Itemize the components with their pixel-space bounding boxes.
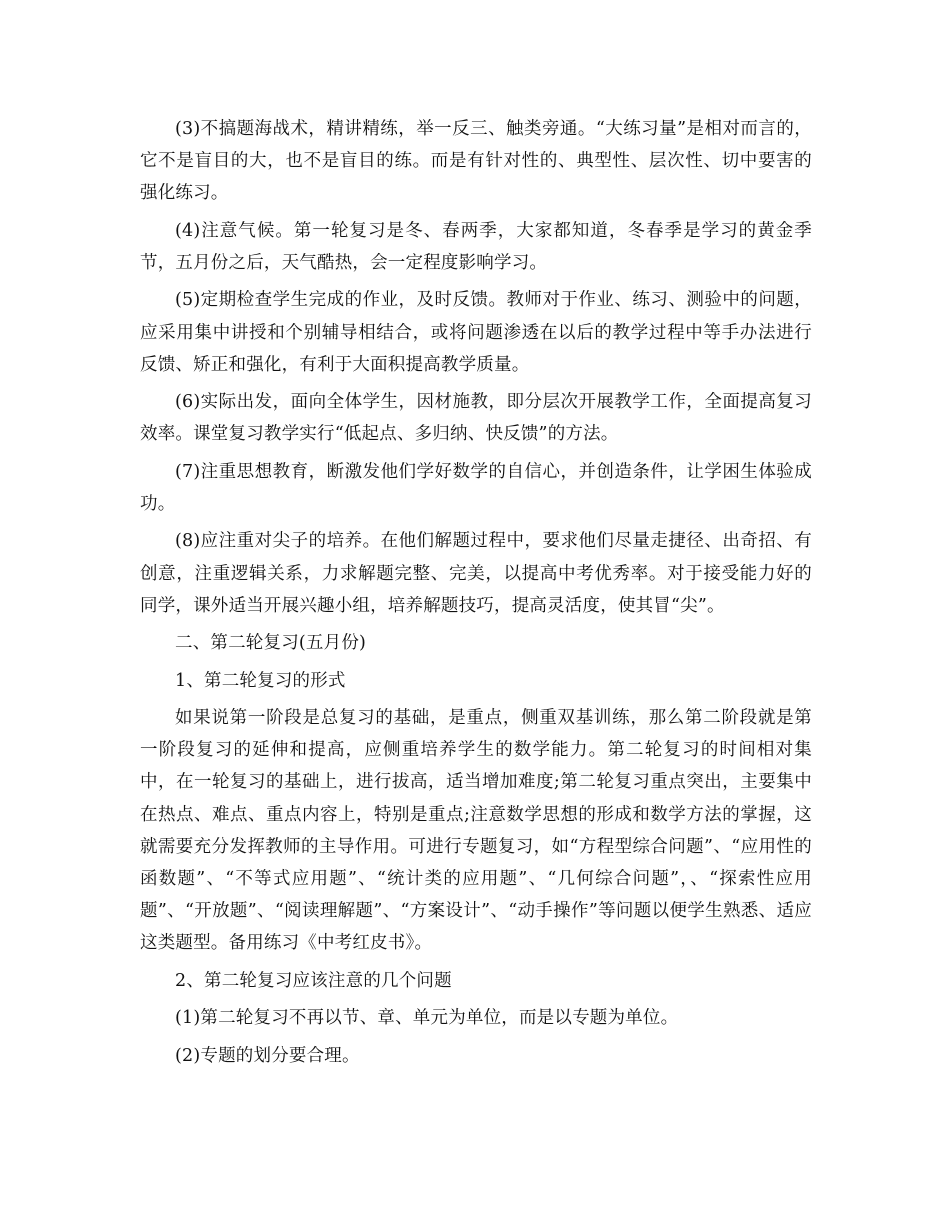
paragraph-item-8: (8)应注重对尖子的培养。在他们解题过程中，要求他们尽量走捷径、出奇招、有创意，注重逻辑关系，力求解题完整、完美，以提高中考优秀率。对于接受能力好的同学，课外适当开展兴趣小组，培养解题技巧，提高灵活度，使其冒“尖”。: [140, 531, 812, 616]
paragraph-item-7: (7)注重思想教育，断激发他们学好数学的自信心，并创造条件，让学困生体验成功。: [140, 461, 812, 514]
paragraph-item-6: (6)实际出发，面向全体学生，因材施教，即分层次开展教学工作，全面提高复习效率。课堂复习教学实行“低起点、多归纳、快反馈”的方法。: [140, 392, 812, 445]
section-heading-second-round: 二、第二轮复习(五月份): [175, 633, 367, 654]
subheading-notes: 2、第二轮复习应该注意的几个问题: [175, 970, 452, 991]
paragraph-second-round-description: 如果说第一阶段是总复习的基础，是重点，侧重双基训练，那么第二阶段就是第一阶段复习的延伸和提高，应侧重培养学生的数学能力。第二轮复习的时间相对集中，在一轮复习的基础上，进行拔高，适当增加难度;第二轮复习重点突出，主要集中在热点、难点、重点内容上，特别是重点;注意数学思想的形成和数学方法的掌握，这就需要充分发挥教师的主导作用。可进行专题复习，如“方程型综合问题”、“应用性的函数题”、“不等式应用题”、“统计类的应用题”、“几何综合问题”，、“探索性应用题”、“开放题”、“阅读理解题”、“方案设计”、“动手操作”等问题以便学生熟悉、适应这类题型。备用练习《中考红皮书》。: [140, 707, 812, 954]
paragraph-item-3: (3)不搞题海战术，精讲精练，举一反三、触类旁通。“大练习量”是相对而言的，它不是盲目的大，也不是盲目的练。而是有针对性的、典型性、层次性、切中要害的强化练习。: [140, 119, 812, 204]
subheading-form: 1、第二轮复习的形式: [175, 670, 346, 691]
paragraph-item-4: (4)注意气候。第一轮复习是冬、春两季，大家都知道，冬春季是学习的黄金季节，五月份之后，天气酷热，会一定程度影响学习。: [140, 220, 812, 273]
paragraph-note-1: (1)第二轮复习不再以节、章、单元为单位，而是以专题为单位。: [175, 1008, 679, 1029]
paragraph-note-2: (2)专题的划分要合理。: [175, 1045, 360, 1066]
paragraph-item-5: (5)定期检查学生完成的作业，及时反馈。教师对于作业、练习、测验中的问题，应采用集中讲授和个别辅导相结合，或将问题渗透在以后的教学过程中等手办法进行反馈、矫正和强化，有利于大面积提高教学质量。: [140, 290, 812, 375]
document-page: [140, 113, 812, 1077]
